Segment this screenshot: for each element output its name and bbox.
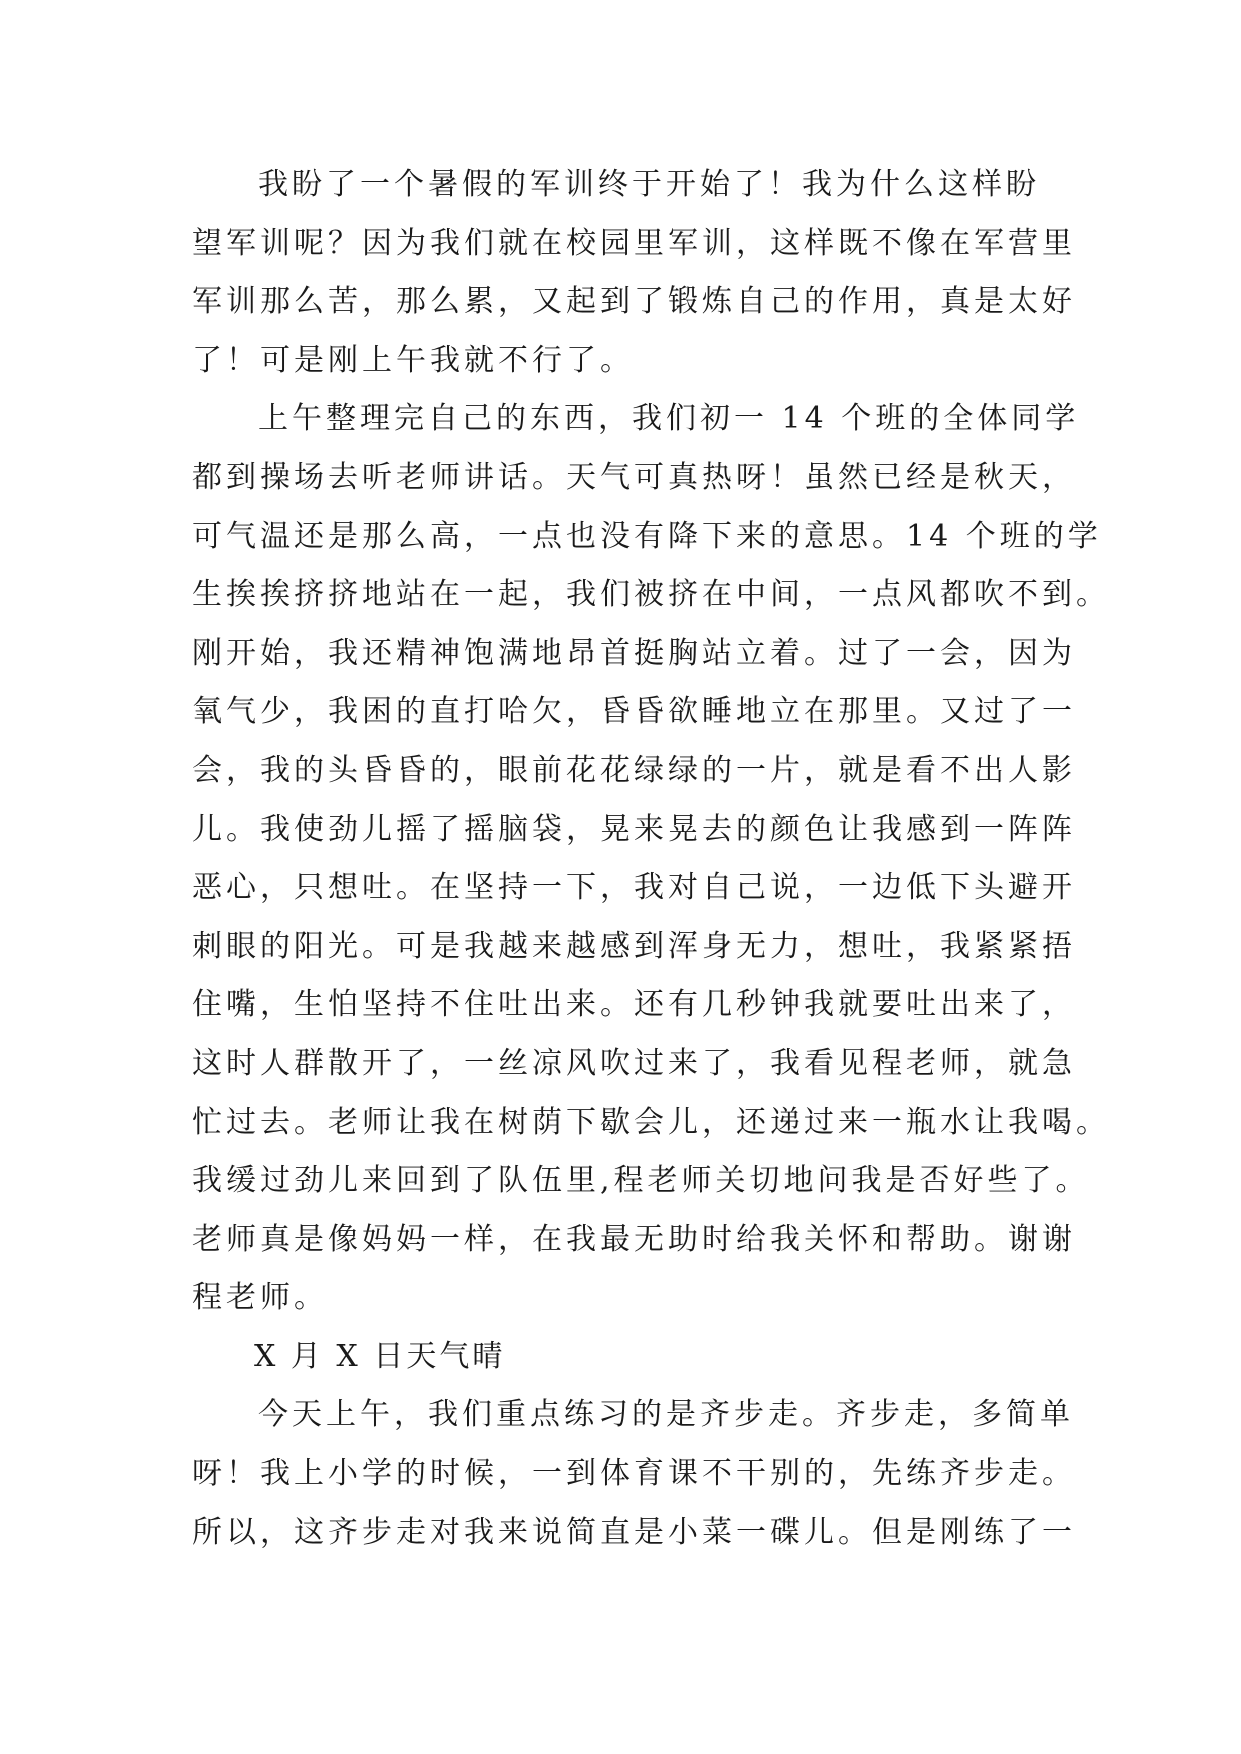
paragraph-2-line-6: 氧气少，我困的直打哈欠，昏昏欲睡地立在那里。又过了一 xyxy=(192,694,1076,730)
paragraph-2-line-13: 忙过去。老师让我在树荫下歇会儿，还递过来一瓶水让我喝。 xyxy=(192,1104,1110,1140)
paragraph-2-line-4: 生挨挨挤挤地站在一起，我们被挤在中间，一点风都吹不到。 xyxy=(192,577,1110,613)
paragraph-2-line-15: 老师真是像妈妈一样，在我最无助时给我关怀和帮助。谢谢 xyxy=(192,1221,1076,1257)
paragraph-2-line-12: 这时人群散开了，一丝凉风吹过来了，我看见程老师，就急 xyxy=(192,1045,1076,1081)
paragraph-2-line-8: 儿。我使劲儿摇了摇脑袋，晃来晃去的颜色让我感到一阵阵 xyxy=(192,811,1076,847)
diary-date-heading: X 月 X 日天气晴 xyxy=(254,1338,506,1374)
paragraph-3-line-3: 所以，这齐步走对我来说简直是小菜一碟儿。但是刚练了一 xyxy=(192,1514,1076,1550)
paragraph-2-line-7: 会，我的头昏昏的，眼前花花绿绿的一片，就是看不出人影 xyxy=(192,752,1076,788)
paragraph-2-line-11: 住嘴，生怕坚持不住吐出来。还有几秒钟我就要吐出来了， xyxy=(192,987,1076,1023)
paragraph-2-line-9: 恶心，只想吐。在坚持一下，我对自己说，一边低下头避开 xyxy=(192,870,1076,906)
paragraph-2-line-1: 上午整理完自己的东西，我们初一 14 个班的全体同学 xyxy=(258,401,1080,437)
paragraph-2-line-2: 都到操场去听老师讲话。天气可真热呀！虽然已经是秋天， xyxy=(192,459,1076,495)
paragraph-1-line-2: 望军训呢？因为我们就在校园里军训，这样既不像在军营里 xyxy=(192,225,1076,261)
paragraph-1-line-3: 军训那么苦，那么累，又起到了锻炼自己的作用，真是太好 xyxy=(192,284,1076,320)
paragraph-2-line-10: 刺眼的阳光。可是我越来越感到浑身无力，想吐，我紧紧捂 xyxy=(192,928,1076,964)
paragraph-3-line-2: 呀！我上小学的时候，一到体育课不干别的，先练齐步走。 xyxy=(192,1456,1076,1492)
paragraph-2-line-16: 程老师。 xyxy=(192,1280,328,1316)
paragraph-1-line-1: 我盼了一个暑假的军训终于开始了！我为什么这样盼 xyxy=(258,167,1040,202)
paragraph-2-line-14: 我缓过劲儿来回到了队伍里,程老师关切地问我是否好些了。 xyxy=(192,1163,1090,1199)
document-body xyxy=(192,156,1110,1562)
paragraph-2-line-5: 刚开始，我还精神饱满地昂首挺胸站立着。过了一会，因为 xyxy=(192,635,1076,671)
paragraph-3-line-1: 今天上午，我们重点练习的是齐步走。齐步走，多简单 xyxy=(258,1397,1074,1433)
paragraph-2-line-3: 可气温还是那么高，一点也没有降下来的意思。14 个班的学 xyxy=(192,518,1102,554)
paragraph-1-line-4: 了！可是刚上午我就不行了。 xyxy=(192,342,634,378)
